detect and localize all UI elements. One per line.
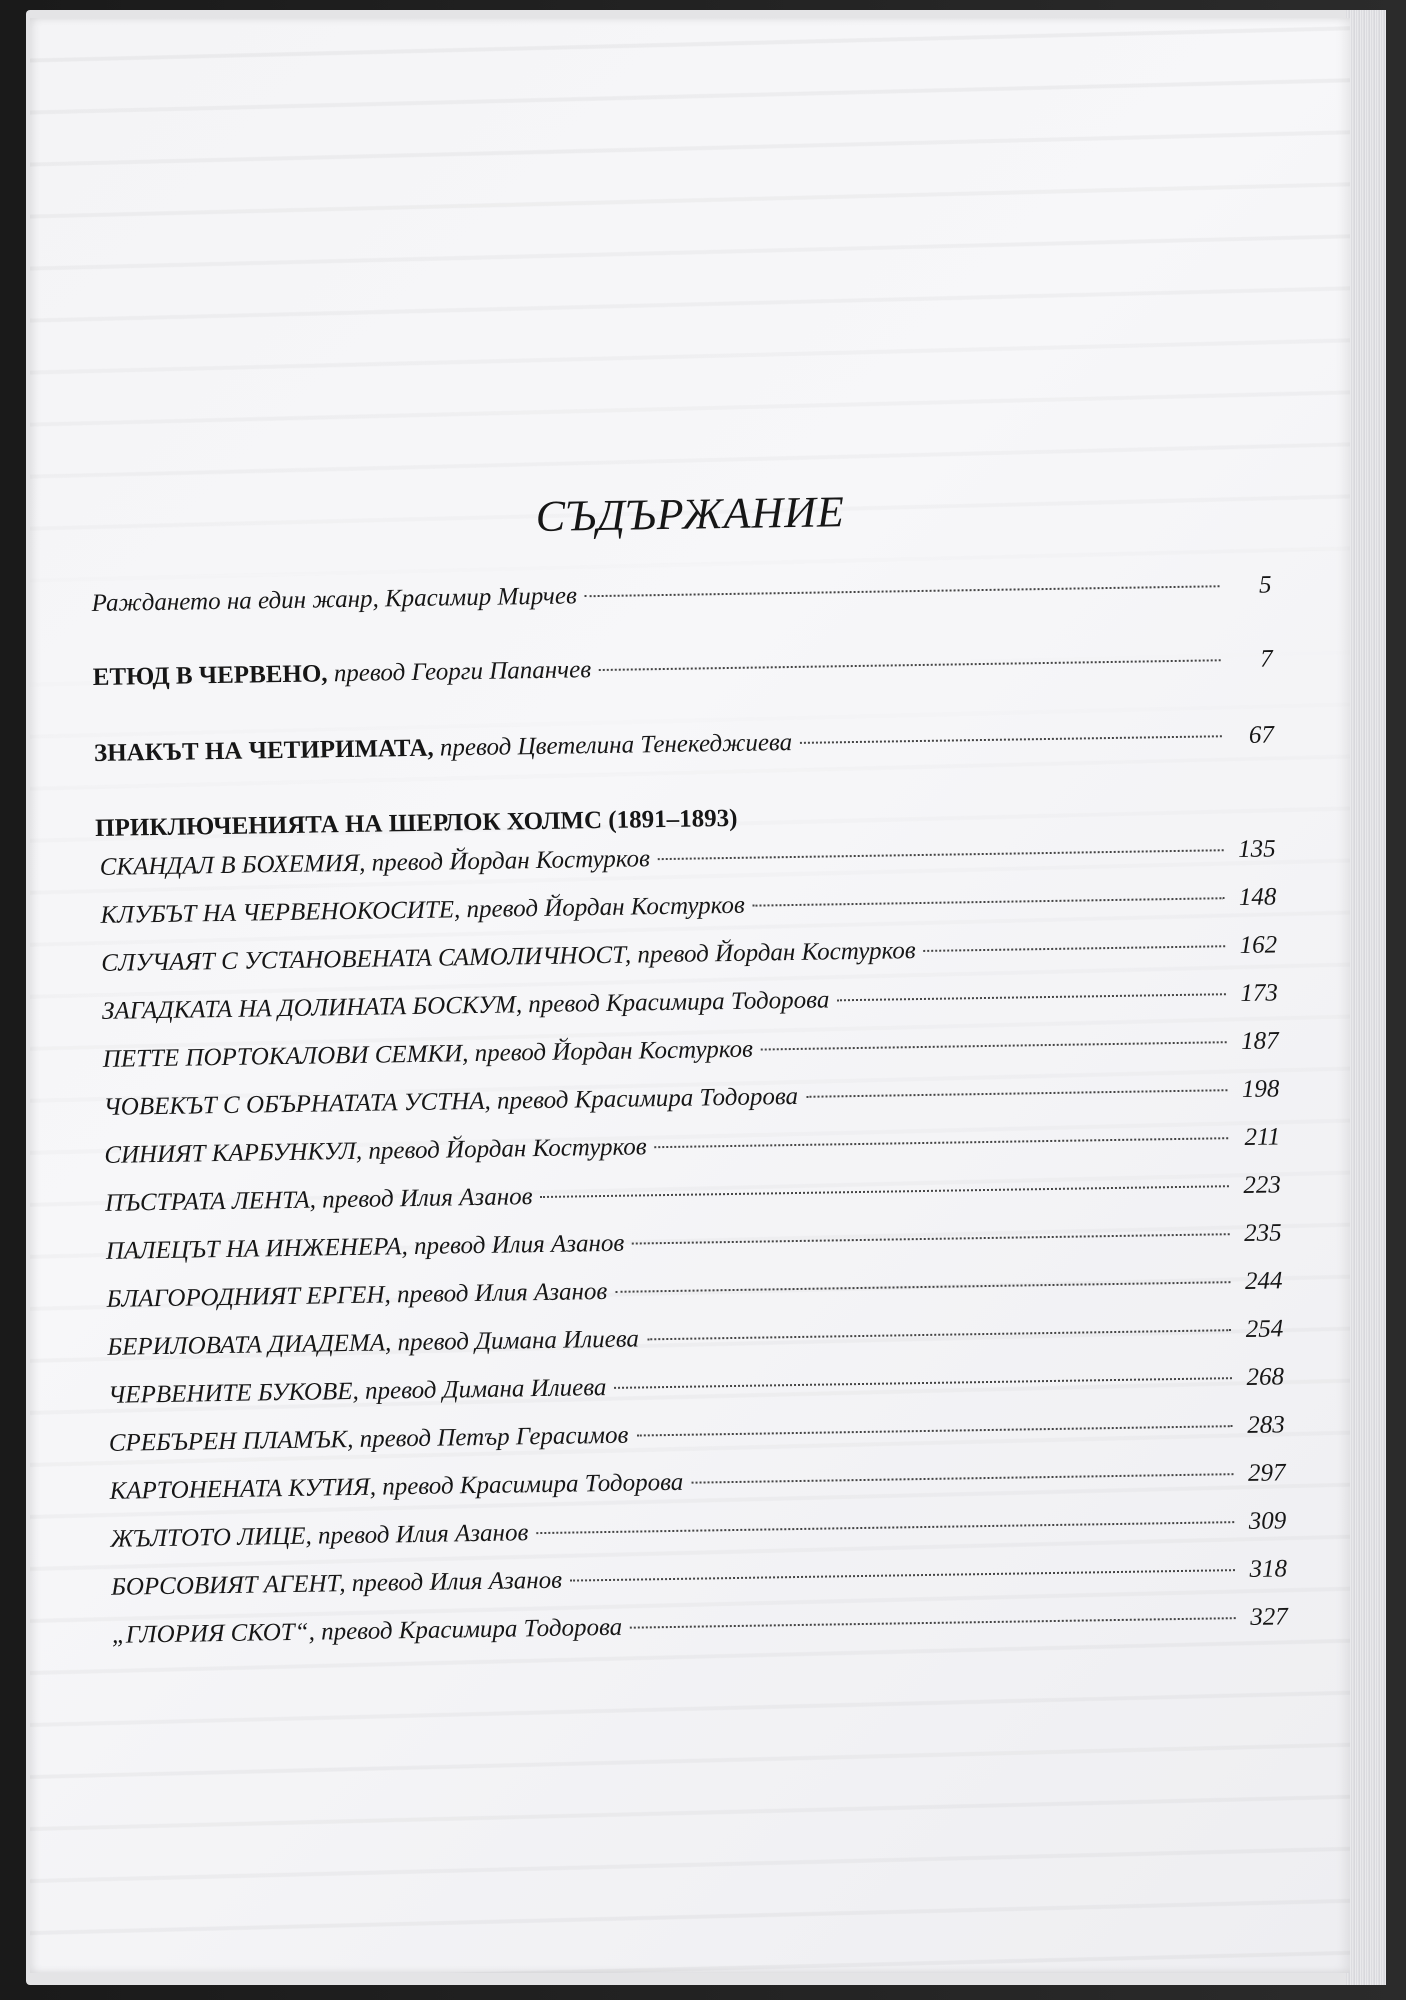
work-title: ЕТЮД В ЧЕРВЕНО, bbox=[92, 660, 328, 691]
dot-leader bbox=[658, 849, 1224, 860]
story-text: БЛАГОРОДНИЯТ ЕРГЕН, превод Илия Азанов bbox=[106, 1277, 608, 1313]
story-text: БЕРИЛОВАТА ДИАДЕМА, превод Димана Илиева bbox=[107, 1325, 640, 1361]
section-heading: ПРИКЛЮЧЕНИЯТА НА ШЕРЛОК ХОЛМС (1891–1893) bbox=[94, 804, 738, 842]
page-number: 327 bbox=[1250, 1603, 1288, 1631]
story-entry bbox=[105, 1410, 1285, 1459]
page-number: 135 bbox=[1237, 835, 1276, 864]
story-entry bbox=[102, 1266, 1282, 1315]
dot-leader bbox=[761, 1041, 1227, 1050]
page-number: 7 bbox=[1259, 645, 1273, 673]
story-entry bbox=[96, 882, 1276, 931]
story-entry bbox=[105, 1458, 1285, 1507]
toc-entry-work bbox=[94, 720, 1274, 769]
page-number: 318 bbox=[1249, 1555, 1288, 1583]
story-text: ПЕТТЕ ПОРТОКАЛОВИ СЕМКИ, превод Йордан Костурков bbox=[102, 1035, 754, 1073]
page-number: 148 bbox=[1238, 883, 1277, 912]
work-label bbox=[93, 655, 592, 693]
dot-leader bbox=[753, 897, 1225, 906]
story-entry bbox=[99, 1026, 1279, 1075]
story-entry bbox=[99, 1074, 1279, 1123]
page-number: 162 bbox=[1239, 931, 1278, 959]
story-text: ПЪСТРАТА ЛЕНТА, превод Илия Азанов bbox=[104, 1183, 533, 1217]
page-number: 198 bbox=[1241, 1075, 1280, 1103]
dot-leader bbox=[614, 1377, 1232, 1389]
page-number: 223 bbox=[1243, 1171, 1282, 1199]
dot-leader bbox=[585, 585, 1220, 597]
story-text: КАРТОНЕНАТА КУТИЯ, превод Красимира Тодорова bbox=[109, 1468, 684, 1505]
dot-leader bbox=[540, 1185, 1229, 1198]
dot-leader bbox=[615, 1281, 1230, 1293]
dot-leader bbox=[632, 1233, 1230, 1244]
toc-entry-intro bbox=[91, 570, 1271, 619]
dot-leader bbox=[647, 1329, 1231, 1340]
dot-leader bbox=[691, 1473, 1233, 1484]
story-entry bbox=[101, 1170, 1281, 1219]
dot-leader bbox=[570, 1569, 1235, 1581]
dot-leader bbox=[636, 1425, 1232, 1436]
work-translator: превод Георги Папанчев bbox=[333, 656, 592, 688]
intro-text: Раждането на един жанр, Красимир Мирчев bbox=[91, 582, 578, 617]
page-number: 297 bbox=[1247, 1459, 1286, 1487]
page-number: 309 bbox=[1248, 1507, 1287, 1535]
story-entry bbox=[106, 1506, 1286, 1555]
page-number: 254 bbox=[1245, 1315, 1284, 1343]
page-number: 283 bbox=[1246, 1411, 1285, 1439]
work-title: ЗНАКЪТ НА ЧЕТИРИМАТА, bbox=[93, 734, 434, 767]
story-text: БОРСОВИЯТ АГЕНТ, превод Илия Азанов bbox=[110, 1566, 563, 1601]
story-text: СЛУЧАЯТ С УСТАНОВЕНАТА САМОЛИЧНОСТ, превод Йордан Костурков bbox=[101, 937, 916, 977]
story-text: СИНИЯТ КАРБУНКУЛ, превод Йордан Костурков bbox=[104, 1133, 647, 1169]
story-entry bbox=[96, 834, 1276, 883]
story-text: „ГЛОРИЯ СКОТ“, превод Красимира Тодорова bbox=[111, 1613, 623, 1649]
work-translator: превод Цветелина Тенекеджиева bbox=[439, 729, 793, 762]
story-text: ПАЛЕЦЪТ НА ИНЖЕНЕРА, превод Илия Азанов bbox=[105, 1229, 625, 1265]
dot-leader bbox=[806, 1089, 1227, 1098]
story-text: СКАНДАЛ В БОХЕМИЯ, превод Йордан Костурков bbox=[99, 845, 651, 881]
story-text: ЗАГАДКАТА НА ДОЛИНАТА БОСКУМ, превод Красимира Тодорова bbox=[101, 986, 830, 1025]
dot-leader bbox=[837, 993, 1226, 1001]
dot-leader bbox=[536, 1521, 1234, 1534]
story-list bbox=[96, 834, 1288, 1650]
page-edges bbox=[1346, 10, 1386, 1985]
page-number: 211 bbox=[1244, 1123, 1281, 1151]
toc-title: СЪДЪРЖАНИЕ bbox=[535, 487, 846, 541]
story-entry bbox=[98, 978, 1278, 1027]
story-entry bbox=[100, 1122, 1280, 1171]
story-entry bbox=[104, 1362, 1284, 1411]
page-number: 67 bbox=[1248, 721, 1275, 749]
page-number: 173 bbox=[1240, 979, 1279, 1007]
work-label bbox=[94, 728, 793, 769]
story-entry bbox=[97, 930, 1277, 979]
page-number: 244 bbox=[1244, 1267, 1283, 1295]
dot-leader bbox=[924, 945, 1226, 952]
page-number: 187 bbox=[1240, 1027, 1279, 1055]
dot-leader bbox=[800, 735, 1222, 744]
page-number: 235 bbox=[1243, 1219, 1282, 1247]
story-text: ЧЕРВЕНИТЕ БУКОВЕ, превод Димана Илиева bbox=[107, 1374, 607, 1409]
book-page bbox=[30, 18, 1350, 1973]
story-entry bbox=[102, 1218, 1282, 1267]
story-entry bbox=[107, 1554, 1287, 1603]
book-page-stack bbox=[26, 10, 1386, 1985]
story-text: СРЕБЪРЕН ПЛАМЪК, превод Петър Герасимов bbox=[108, 1421, 629, 1457]
page-number: 268 bbox=[1246, 1363, 1285, 1391]
dot-leader bbox=[655, 1137, 1229, 1148]
story-text: ЖЪЛТОТО ЛИЦЕ, превод Илия Азанов bbox=[110, 1519, 529, 1553]
story-text: ЧОВЕКЪТ С ОБЪРНАТАТА УСТНА, превод Красимира Тодорова bbox=[103, 1082, 799, 1121]
dot-leader bbox=[599, 659, 1221, 671]
page-number: 5 bbox=[1258, 571, 1272, 599]
story-text: КЛУБЪТ НА ЧЕРВЕНОКОСИТЕ, превод Йордан Костурков bbox=[100, 891, 745, 929]
dot-leader bbox=[630, 1617, 1236, 1629]
toc-entry-work bbox=[93, 644, 1273, 693]
table-of-contents bbox=[90, 479, 1288, 1668]
story-entry bbox=[108, 1602, 1288, 1651]
story-entry bbox=[103, 1314, 1283, 1363]
